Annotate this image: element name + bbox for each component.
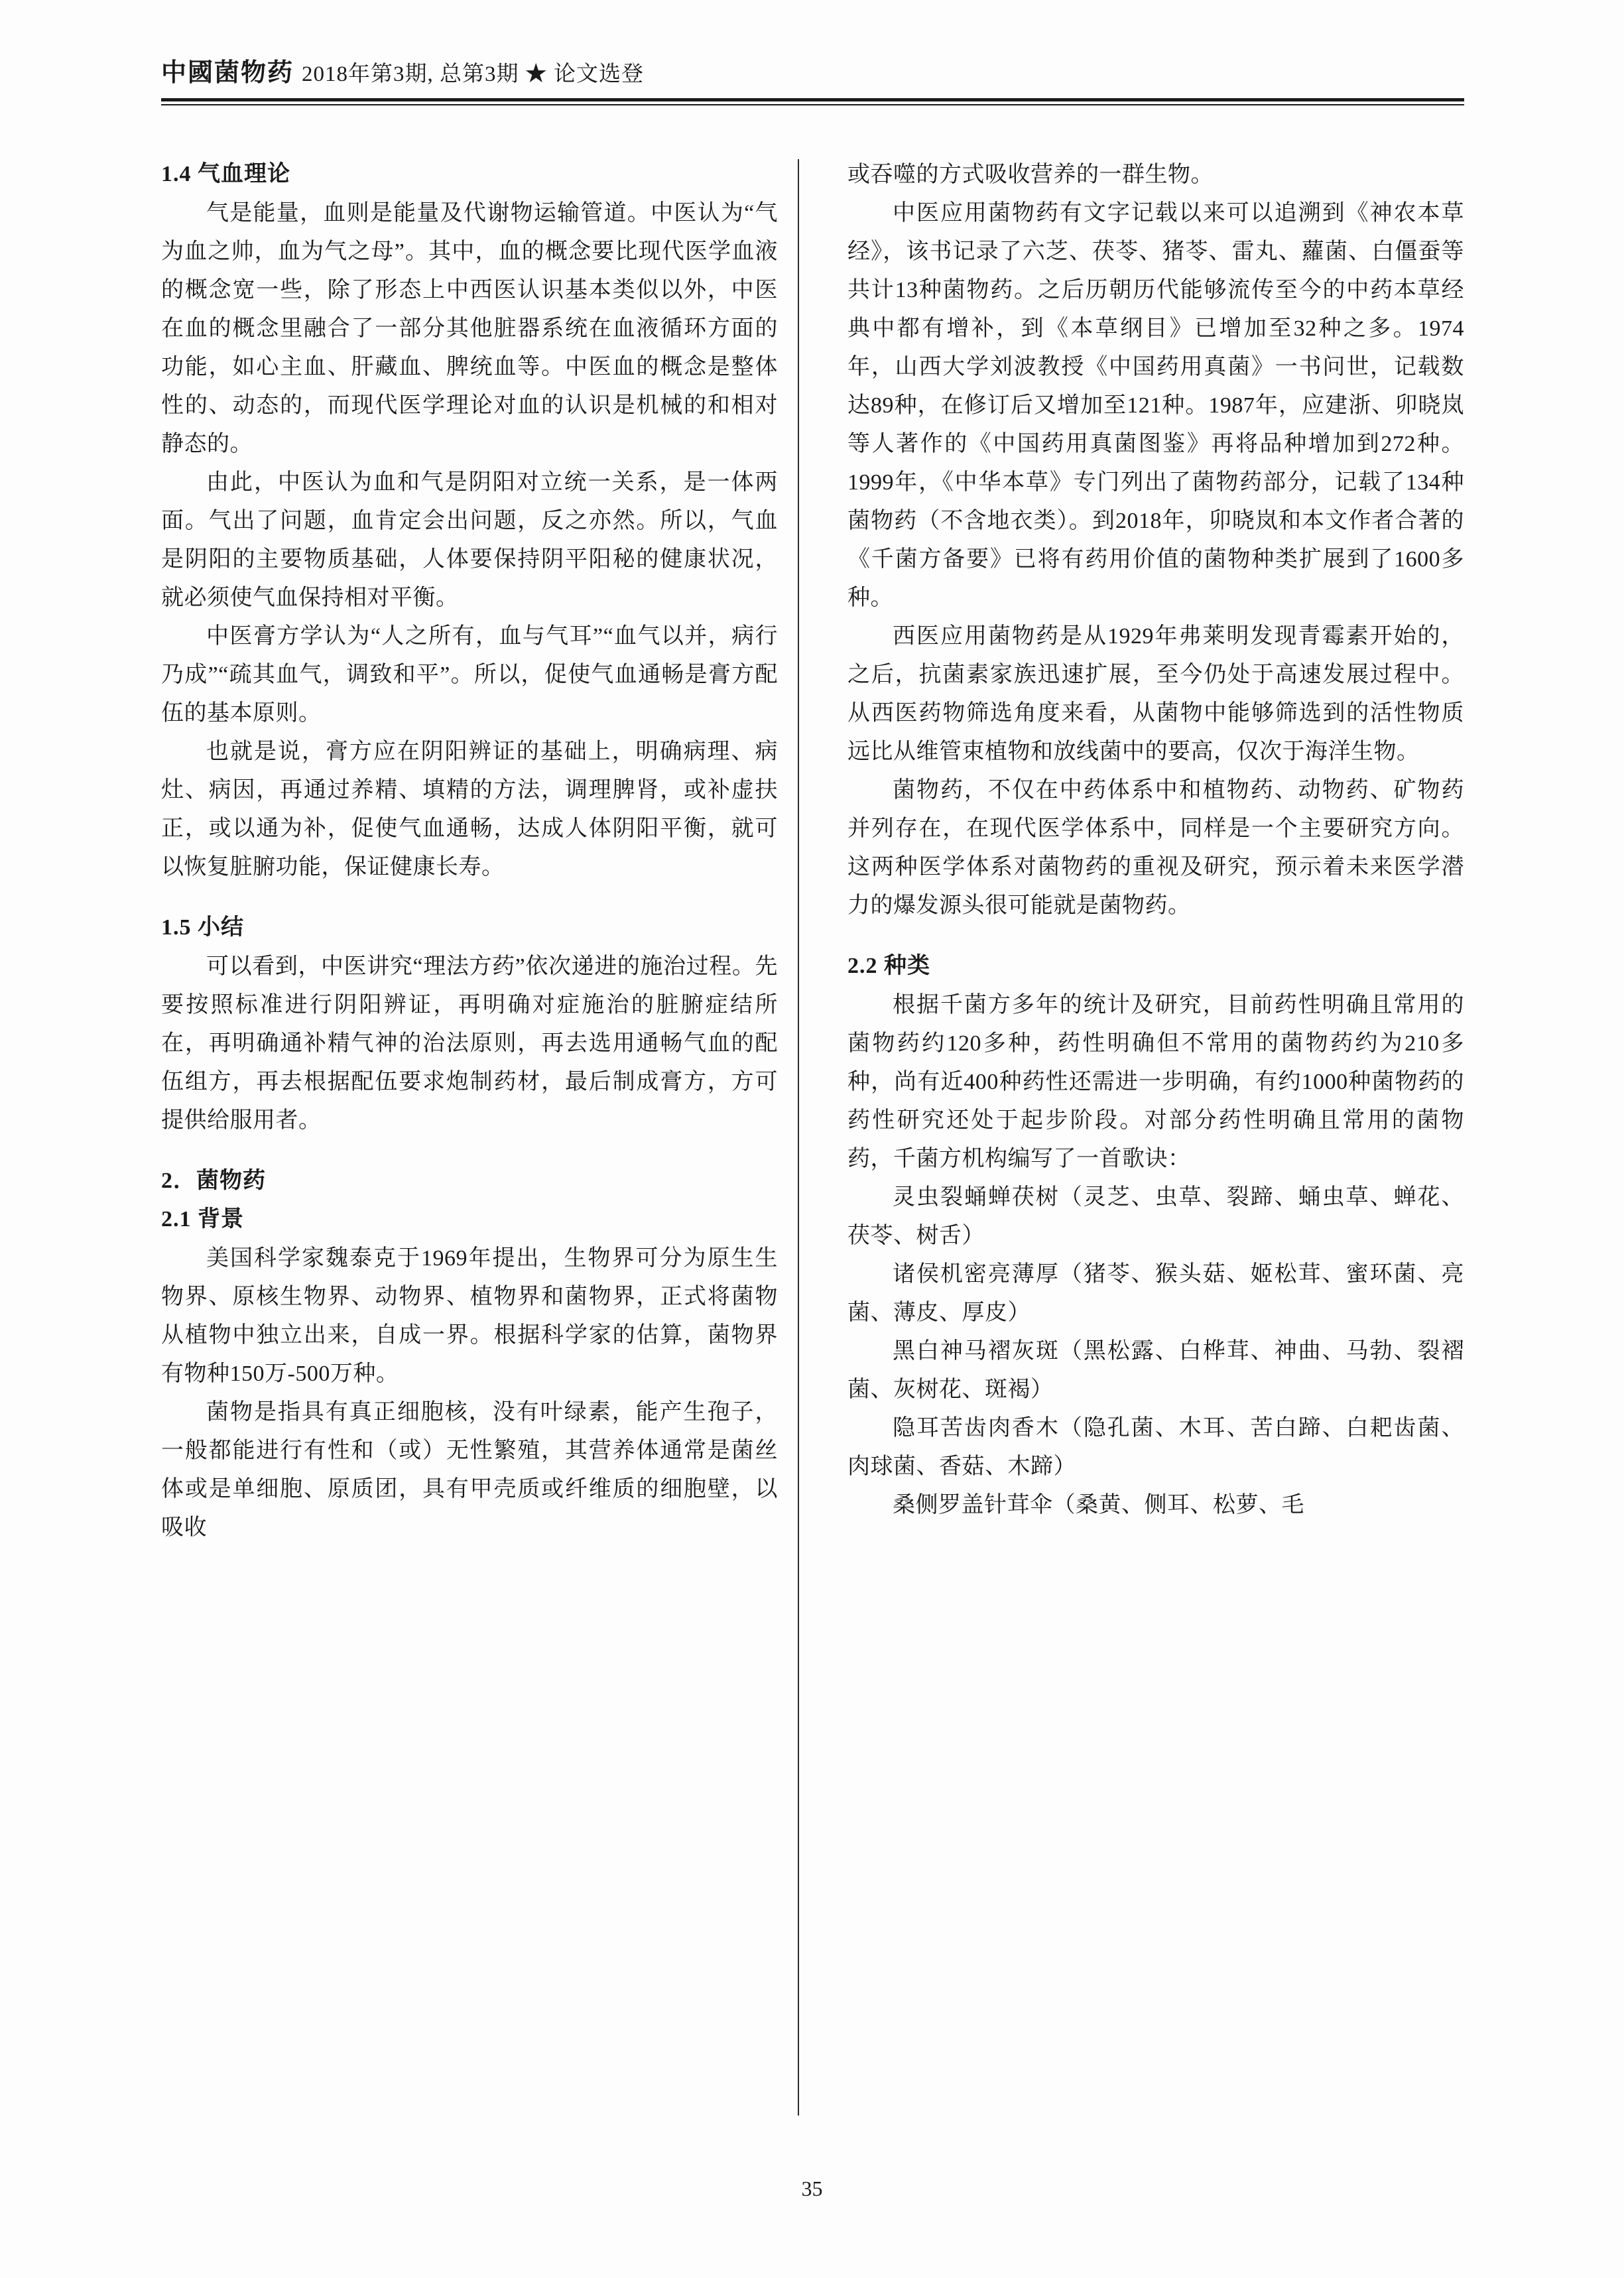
section-heading: 1.5 小结 xyxy=(161,915,244,940)
two-column-body xyxy=(161,156,1464,2152)
body-paragraph: 中医膏方学认为“人之所有，血与气耳”“血气以并，病行乃成”“疏其血气，调致和平”。所以，促使气血通畅是膏方配伍的基本原则。 xyxy=(161,624,778,726)
body-paragraph: 诸侯机密亮薄厚（猪苓、猴头菇、姬松茸、蜜环菌、亮菌、薄皮、厚皮） xyxy=(847,1262,1464,1325)
journal-title: 中國菌物药 xyxy=(161,57,294,87)
right-column xyxy=(847,156,1464,2152)
journal-issue-info: 2018年第3期, 总第3期 ★ 论文选登 xyxy=(302,62,645,86)
body-paragraph: 也就是说，膏方应在阴阳辨证的基础上，明确病理、病灶、病因，再通过养精、填精的方法，调理脾肾，或补虚扶正，或以通为补，促使气血通畅，达成人体阴阳平衡，就可以恢复脏腑功能，保证健康长寿。 xyxy=(161,739,778,879)
body-paragraph: 或吞噬的方式吸收营养的一群生物。 xyxy=(847,162,1214,187)
body-paragraph: 菌物药，不仅在中药体系中和植物药、动物药、矿物药并列存在，在现代医学体系中，同样是一个主要研究方向。这两种医学体系对菌物药的重视及研究，预示着未来医学潜力的爆发源头很可能就是菌物药。 xyxy=(847,778,1464,918)
header-rule-thin xyxy=(161,104,1464,105)
body-paragraph: 灵虫裂蛹蝉茯树（灵芝、虫草、裂蹄、蛹虫草、蝉花、茯苓、树舌） xyxy=(847,1185,1464,1248)
body-paragraph: 菌物是指具有真正细胞核，没有叶绿素，能产生孢子，一般都能进行有性和（或）无性繁殖，其营养体通常是菌丝体或是单细胞、原质团，具有甲壳质或纤维质的细胞壁，以吸收 xyxy=(161,1400,778,1540)
section-heading: 1.4 气血理论 xyxy=(161,162,290,186)
page-header xyxy=(161,52,1464,88)
page-number: 35 xyxy=(801,2177,823,2200)
body-paragraph: 可以看到，中医讲究“理法方药”依次递进的施治过程。先要按照标准进行阴阳辨证，再明确对症施治的脏腑症结所在，再明确通补精气神的治法原则，再去选用通畅气血的配伍组方，再去根据配伍要求炮制药材，最后制成膏方，方可提供给服用者。 xyxy=(161,954,778,1133)
body-paragraph: 根据千菌方多年的统计及研究，目前药性明确且常用的菌物药约120多种，药性明确但不常用的菌物药约为210多种，尚有近400种药性还需进一步明确，有约1000种菌物药的药性研究还处于起步阶段。对部分药性明确且常用的菌物药，千菌方机构编写了一首歌诀： xyxy=(847,993,1464,1171)
body-paragraph: 美国科学家魏泰克于1969年提出，生物界可分为原生生物界、原核生物界、动物界、植物界和菌物界，正式将菌物从植物中独立出来，自成一界。根据科学家的估算，菌物界有物种150万-500万种。 xyxy=(161,1246,778,1386)
body-paragraph: 中医应用菌物药有文字记载以来可以追溯到《神农本草经》，该书记录了六芝、茯苓、猪苓、雷丸、蘿菌、白僵蚕等共计13种菌物药。之后历朝历代能够流传至今的中药本草经典中都有增补，到《本草纲目》已增加至32种之多。1974年，山西大学刘波教授《中国药用真菌》一书问世，记载数达89种，在修订后又增加至121种。1987年，应建浙、卯晓岚等人著作的《中国药用真菌图鉴》再将品种增加到272种。1999年，《中华本草》专门列出了菌物药部分，记载了134种菌物药（不含地衣类）。到2018年，卯晓岚和本文作者合著的《千菌方备要》已将有药用价值的菌物种类扩展到了1600多种。 xyxy=(847,201,1464,610)
body-paragraph: 由此，中医认为血和气是阴阳对立统一关系，是一体两面。气出了问题，血肯定会出问题，反之亦然。所以，气血是阴阳的主要物质基础，人体要保持阴平阳秘的健康状况，就必须使气血保持相对平衡。 xyxy=(161,470,778,610)
header-rule-thick xyxy=(161,98,1464,101)
body-paragraph: 西医应用菌物药是从1929年弗莱明发现青霉素开始的，之后，抗菌素家族迅速扩展，至今仍处于高速发展过程中。从西医药物筛选角度来看，从菌物中能够筛选到的活性物质远比从维管束植物和放线菌中的要高，仅次于海洋生物。 xyxy=(847,624,1464,764)
body-paragraph: 黑白神马褶灰斑（黑松露、白桦茸、神曲、马勃、裂褶菌、灰树花、斑褐） xyxy=(847,1339,1464,1402)
section-heading: 2.2 种类 xyxy=(847,954,930,978)
left-column xyxy=(161,156,778,2152)
body-paragraph: 桑侧罗盖针茸伞（桑黄、侧耳、松萝、毛 xyxy=(893,1493,1304,1517)
section-heading: 2.1 背景 xyxy=(161,1207,244,1232)
body-paragraph: 气是能量，血则是能量及代谢物运输管道。中医认为“气为血之帅，血为气之母”。其中，血的概念要比现代医学血液的概念宽一些，除了形态上中西医认识基本类似以外，中医在血的概念里融合了一部分其他脏器系统在血液循环方面的功能，如心主血、肝藏血、脾统血等。中医血的概念是整体性的、动态的，而现代医学理论对血的认识是机械的和相对静态的。 xyxy=(161,201,778,456)
body-paragraph: 隐耳苦齿肉香木（隐孔菌、木耳、苦白蹄、白耙齿菌、肉球菌、香菇、木蹄） xyxy=(847,1416,1464,1479)
section-heading: 2．菌物药 xyxy=(161,1169,266,1193)
